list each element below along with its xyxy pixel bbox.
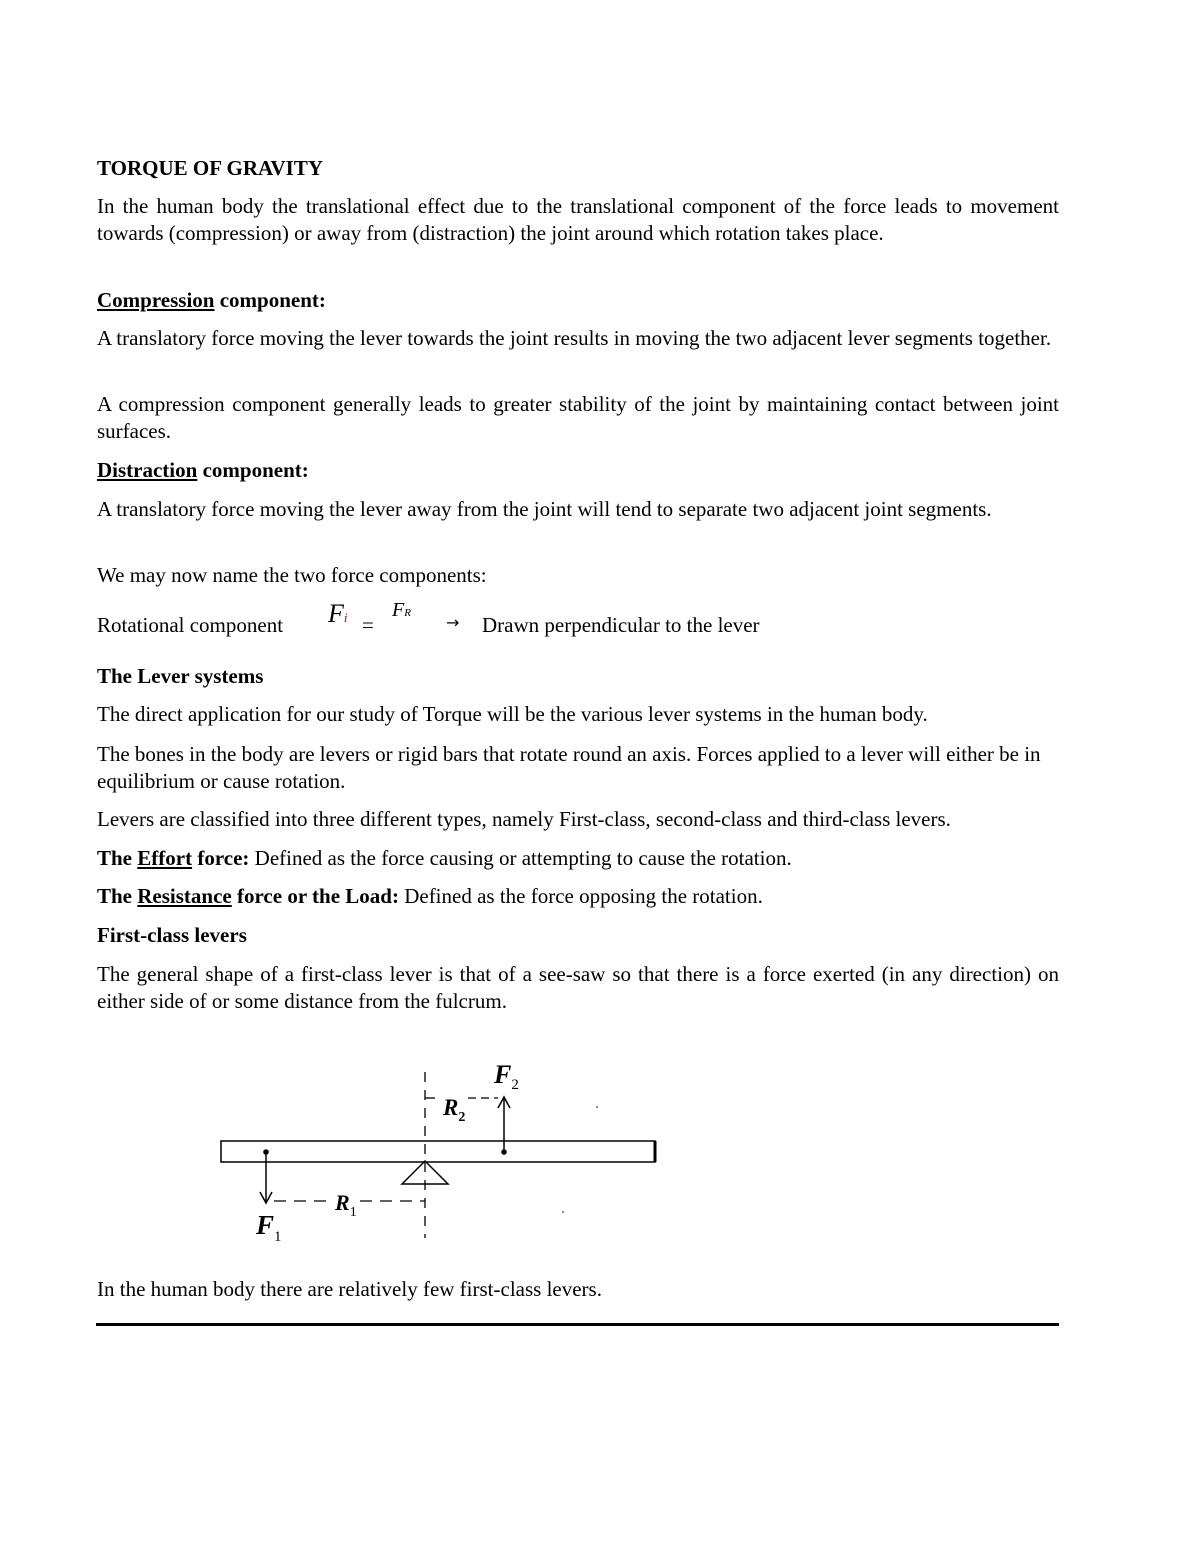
- distraction-heading-rest: component:: [197, 458, 309, 482]
- lever-bar: [221, 1141, 655, 1162]
- lever-systems-heading: The Lever systems: [97, 664, 264, 688]
- distraction-heading-term: Distraction: [97, 458, 198, 482]
- effort-text: Defined as the force causing or attempting to cause the rotation.: [249, 846, 792, 870]
- formula-rhs: [392, 597, 411, 627]
- resistance-definition: [97, 883, 1059, 910]
- formula-lhs-sub: i: [343, 610, 348, 625]
- distraction-paragraph: A translatory force moving the lever away from the joint will tend to separate two adjacent joint segments.: [97, 497, 992, 521]
- lever-systems-paragraph-1: The direct application for our study of Torque will be the various lever systems in the human body.: [97, 702, 928, 726]
- effort-term: Effort: [137, 846, 193, 870]
- compression-paragraph-1: A translatory force moving the lever towards the joint results in moving the two adjacent lever segments together.: [97, 326, 1052, 350]
- r1-label: $R_1$: [335, 1190, 357, 1220]
- resistance-text: Defined as the force opposing the rotation.: [398, 884, 763, 908]
- effort-suffix: force:: [192, 846, 250, 870]
- stray-dot: [562, 1211, 564, 1213]
- r2-label: $R_2$: [443, 1095, 466, 1125]
- resistance-term: Resistance: [137, 884, 232, 908]
- first-class-lever-diagram: [200, 1050, 700, 1250]
- f1-label: $F_1$: [256, 1210, 282, 1245]
- lever-systems-paragraph-3: Levers are classified into three different types, namely First-class, second-class and third-class levers.: [97, 807, 951, 831]
- compression-heading: [97, 287, 1059, 314]
- lever-systems-paragraph-2: The bones in the body are levers or rigid bars that rotate round an axis. Forces applied to a lever will either be in equilibrium or cause rotation.: [97, 742, 1041, 793]
- page-title: TORQUE OF GRAVITY: [97, 156, 323, 180]
- distraction-heading: [97, 457, 1059, 484]
- compression-paragraph-2: A compression component generally leads to greater stability of the joint by maintaining contact between joint surfaces.: [97, 392, 1059, 443]
- first-class-paragraph: The general shape of a first-class lever is that of a see-saw so that there is a force exerted (in any direction) on either side of or some distance from the fulcrum.: [97, 962, 1059, 1013]
- formula-rhs-symbol: F: [392, 599, 405, 621]
- formula-lhs: [328, 600, 348, 631]
- intro-paragraph: In the human body the translational effect due to the translational component of the force leads to movement towards (compression) or away from (distraction) the joint around which rotation takes place.: [97, 194, 1059, 245]
- formula-equals: =: [362, 613, 374, 637]
- right-arrow-icon: →: [446, 613, 460, 632]
- effort-definition: [97, 845, 1059, 872]
- compression-heading-rest: component:: [214, 288, 326, 312]
- compression-heading-term: Compression: [97, 288, 215, 312]
- first-class-closing: In the human body there are relatively few first-class levers.: [97, 1277, 602, 1301]
- resistance-suffix: force or the Load:: [231, 884, 399, 908]
- horizontal-rule: [96, 1323, 1059, 1326]
- rotational-label: Rotational component: [97, 613, 284, 637]
- rotational-description: Drawn perpendicular to the lever: [482, 613, 760, 637]
- formula-lhs-symbol: F: [328, 599, 344, 628]
- stray-dot: [596, 1106, 598, 1108]
- components-intro: We may now name the two force components:: [97, 563, 487, 587]
- resistance-prefix: The: [97, 884, 138, 908]
- first-class-heading: First-class levers: [97, 923, 247, 947]
- formula-rhs-sub: R: [404, 607, 411, 619]
- f2-label: $F_2$: [494, 1060, 519, 1093]
- effort-prefix: The: [97, 846, 138, 870]
